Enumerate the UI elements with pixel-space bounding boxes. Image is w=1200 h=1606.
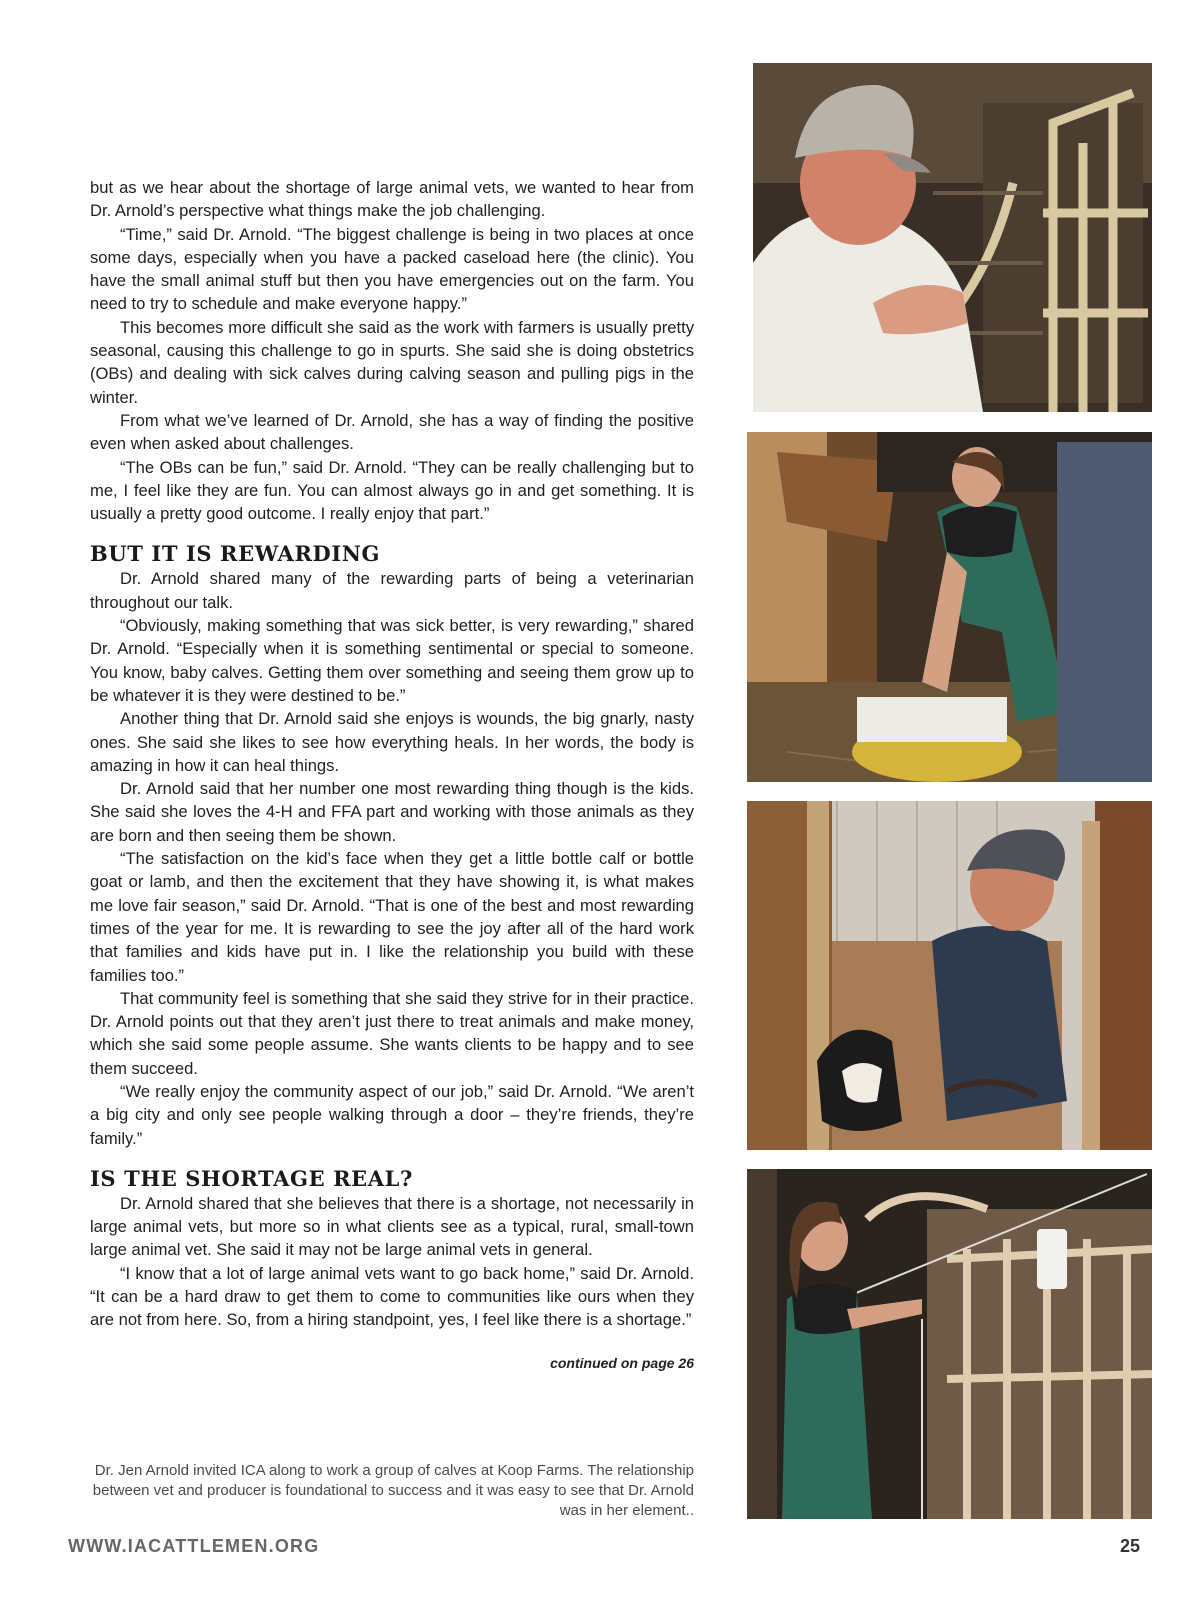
article-paragraph: “We really enjoy the community aspect of our job,” said Dr. Arnold. “We aren’t a big city and only see people walking through a door – they’re friends, they’re family.”	[90, 1081, 694, 1148]
photo-vet-preparing-tools	[747, 432, 1152, 782]
article-paragraph: “The OBs can be fun,” said Dr. Arnold. “They can be really challenging but to me, I feel like they are fun. You can almost always go in and get something. It is usually a pretty good outcome. I really enjoy that part.”	[90, 457, 694, 524]
photo-man-at-gate	[753, 63, 1152, 412]
article-paragraph: That community feel is something that she said they strive for in their practice. Dr. Arnold points out that they aren’t just there to treat animals and make money, which she said some people assume. She wants clients to be happy and to see them succeed.	[90, 988, 694, 1078]
article-paragraph: Another thing that Dr. Arnold said she enjoys is wounds, the big gnarly, nasty ones. She said she likes to see how everything heals. In her words, the body is amazing in how it can heal things.	[90, 709, 694, 775]
section-heading-shortage: IS THE SHORTAGE REAL?	[90, 1165, 413, 1191]
article-body	[90, 176, 694, 1375]
article-paragraph: but as we hear about the shortage of large animal vets, we wanted to hear from Dr. Arnold’s perspective what things make the job challenging.	[90, 178, 694, 221]
article-paragraph: Dr. Arnold said that her number one most rewarding thing though is the kids. She said she loves the 4-H and FFA part and working with those animals as they are born and then seeing them be shown.	[90, 779, 694, 845]
photo-man-at-chute	[747, 801, 1152, 1150]
footer-website: WWW.IACATTLEMEN.ORG	[68, 1536, 320, 1556]
article-paragraph: “Obviously, making something that was sick better, is very rewarding,” shared Dr. Arnold. “Especially when it is something sentimental or special to someone. You know, baby calves. Getting them over something and seeing them grow up to be whatever it is they were destined to be.”	[90, 616, 694, 705]
page-number: 25	[1120, 1536, 1141, 1556]
continued-note: continued on page 26	[550, 1354, 694, 1371]
photo-caption: Dr. Jen Arnold invited ICA along to work a group of calves at Koop Farms. The relationship between vet and producer is foundational to success and it was easy to see that Dr. Arnold was in her element..	[92, 1462, 694, 1519]
article-paragraph: From what we’ve learned of Dr. Arnold, she has a way of finding the positive even when asked about challenges.	[90, 410, 694, 454]
photo-vet-with-fluid-line	[747, 1169, 1152, 1519]
article-paragraph: Dr. Arnold shared that she believes that there is a shortage, not necessarily in large animal vets, but more so in what clients see as a typical, rural, small-town large animal vet. She said it may not be large animal vets in general.	[90, 1193, 694, 1260]
article-paragraph: “The satisfaction on the kid’s face when they get a little bottle calf or bottle goat or lamb, and then the excitement that they have showing it, is what makes me love fair season,” said Dr. Arnold. “That is one of the best and most rewarding times of the year for me. It is rewarding to see the joy after all of the hard work that families and kids have put in. I like the relationship you build with these families too.”	[90, 849, 694, 985]
article-paragraph: Dr. Arnold shared many of the rewarding parts of being a veterinarian throughout our talk.	[90, 569, 694, 612]
article-paragraph: “Time,” said Dr. Arnold. “The biggest challenge is being in two places at once some days, especially when you have a packed caseload here (the clinic). You have the small animal stuff but then you have emergencies out on the farm. You need to try to schedule and make everyone happy.”	[90, 224, 694, 314]
article-paragraph: “I know that a lot of large animal vets want to go back home,” said Dr. Arnold. “It can be a hard draw to get them to come to communities like ours when they are not from here. So, from a hiring standpoint, yes, I feel like there is a shortage.”	[90, 1263, 694, 1330]
article-paragraph: This becomes more difficult she said as the work with farmers is usually pretty seasonal, causing this challenge to go in spurts. She said she is doing obstetrics (OBs) and dealing with sick calves during calving season and pulling pigs in the winter.	[90, 317, 694, 407]
section-heading-rewarding: BUT IT IS REWARDING	[90, 541, 381, 567]
